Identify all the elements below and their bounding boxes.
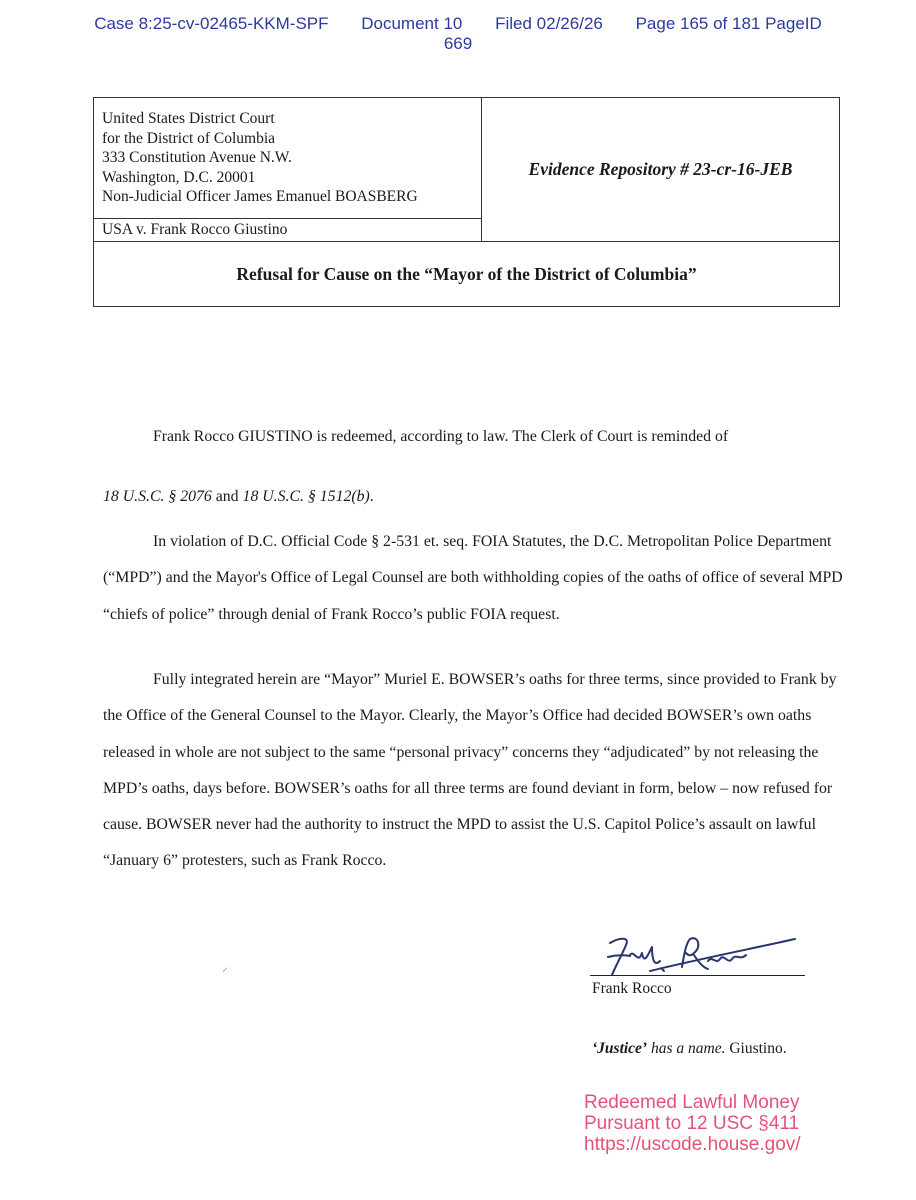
redeemed-money-stamp	[584, 1092, 801, 1155]
paragraph-redeemed: Frank Rocco GIUSTINO is redeemed, according to law. The Clerk of Court is reminded of	[153, 428, 729, 445]
paragraph-foia: In violation of D.C. Official Code § 2-531 et. seq. FOIA Statutes, the D.C. Metropolitan Police Department (“MPD”) and the Mayor's Office of Legal Counsel are both withholding copies of the oaths of office of several MPD “chiefs of police” through denial of Frank Rocco’s public FOIA request.	[103, 533, 843, 623]
page-id: 669	[443, 34, 473, 53]
signer-name: Frank Rocco	[592, 980, 672, 997]
case-number: Case 8:25-cv-02465-KKM-SPF	[94, 14, 329, 33]
court-address	[102, 109, 418, 207]
stamp-line: Pursuant to 12 USC §411	[584, 1113, 800, 1134]
citation-2076: 18 U.S.C. § 2076	[103, 488, 212, 505]
document-number: Document 10	[361, 14, 463, 33]
page-count: Page 165 of 181 PageID	[635, 14, 822, 33]
stamp-line: https://uscode.house.gov/	[584, 1134, 801, 1155]
ecf-filing-header	[0, 14, 916, 54]
signature-line	[590, 975, 805, 976]
handwritten-signature	[590, 925, 805, 980]
case-name: USA v. Frank Rocco Giustino	[94, 218, 482, 241]
document-title: Refusal for Cause on the “Mayor of the District of Columbia”	[94, 241, 839, 306]
citation-1512: 18 U.S.C. § 1512(b)	[242, 488, 370, 505]
evidence-repository: Evidence Repository # 23-cr-16-JEB	[528, 159, 793, 179]
court-line: Washington, D.C. 20001	[102, 168, 256, 186]
justice-line: ‘Justice’ has a name. Giustino.	[592, 1040, 787, 1057]
court-line: United States District Court	[102, 110, 275, 127]
court-line: for the District of Columbia	[102, 129, 276, 147]
stamp-line: Redeemed Lawful Money	[584, 1092, 800, 1113]
filed-date: Filed 02/26/26	[495, 14, 603, 33]
paragraph-oaths: Fully integrated herein are “Mayor” Muriel E. BOWSER’s oaths for three terms, since provided to Frank by the Office of the General Counsel to the Mayor. Clearly, the Mayor’s Office had decided BOWSER’s own oaths released in whole are not subject to the same “personal privacy” concerns they “adjudicated” by not releasing the MPD’s oaths, days before. BOWSER’s oaths for all three terms are found deviant in form, below – now refused for cause. BOWSER never had the authority to instruct the MPD to assist the U.S. Capitol Police’s assault on lawful “January 6” protesters, such as Frank Rocco.	[103, 671, 837, 870]
court-line: Non-Judicial Officer James Emanuel BOASBERG	[102, 188, 418, 205]
caption-box	[93, 97, 840, 307]
court-line: 333 Constitution Avenue N.W.	[102, 149, 292, 166]
paragraph-citations: 18 U.S.C. § 2076 and 18 U.S.C. § 1512(b).	[103, 488, 374, 505]
court-address-cell	[94, 98, 482, 241]
scan-mark: ⸍	[222, 965, 229, 979]
